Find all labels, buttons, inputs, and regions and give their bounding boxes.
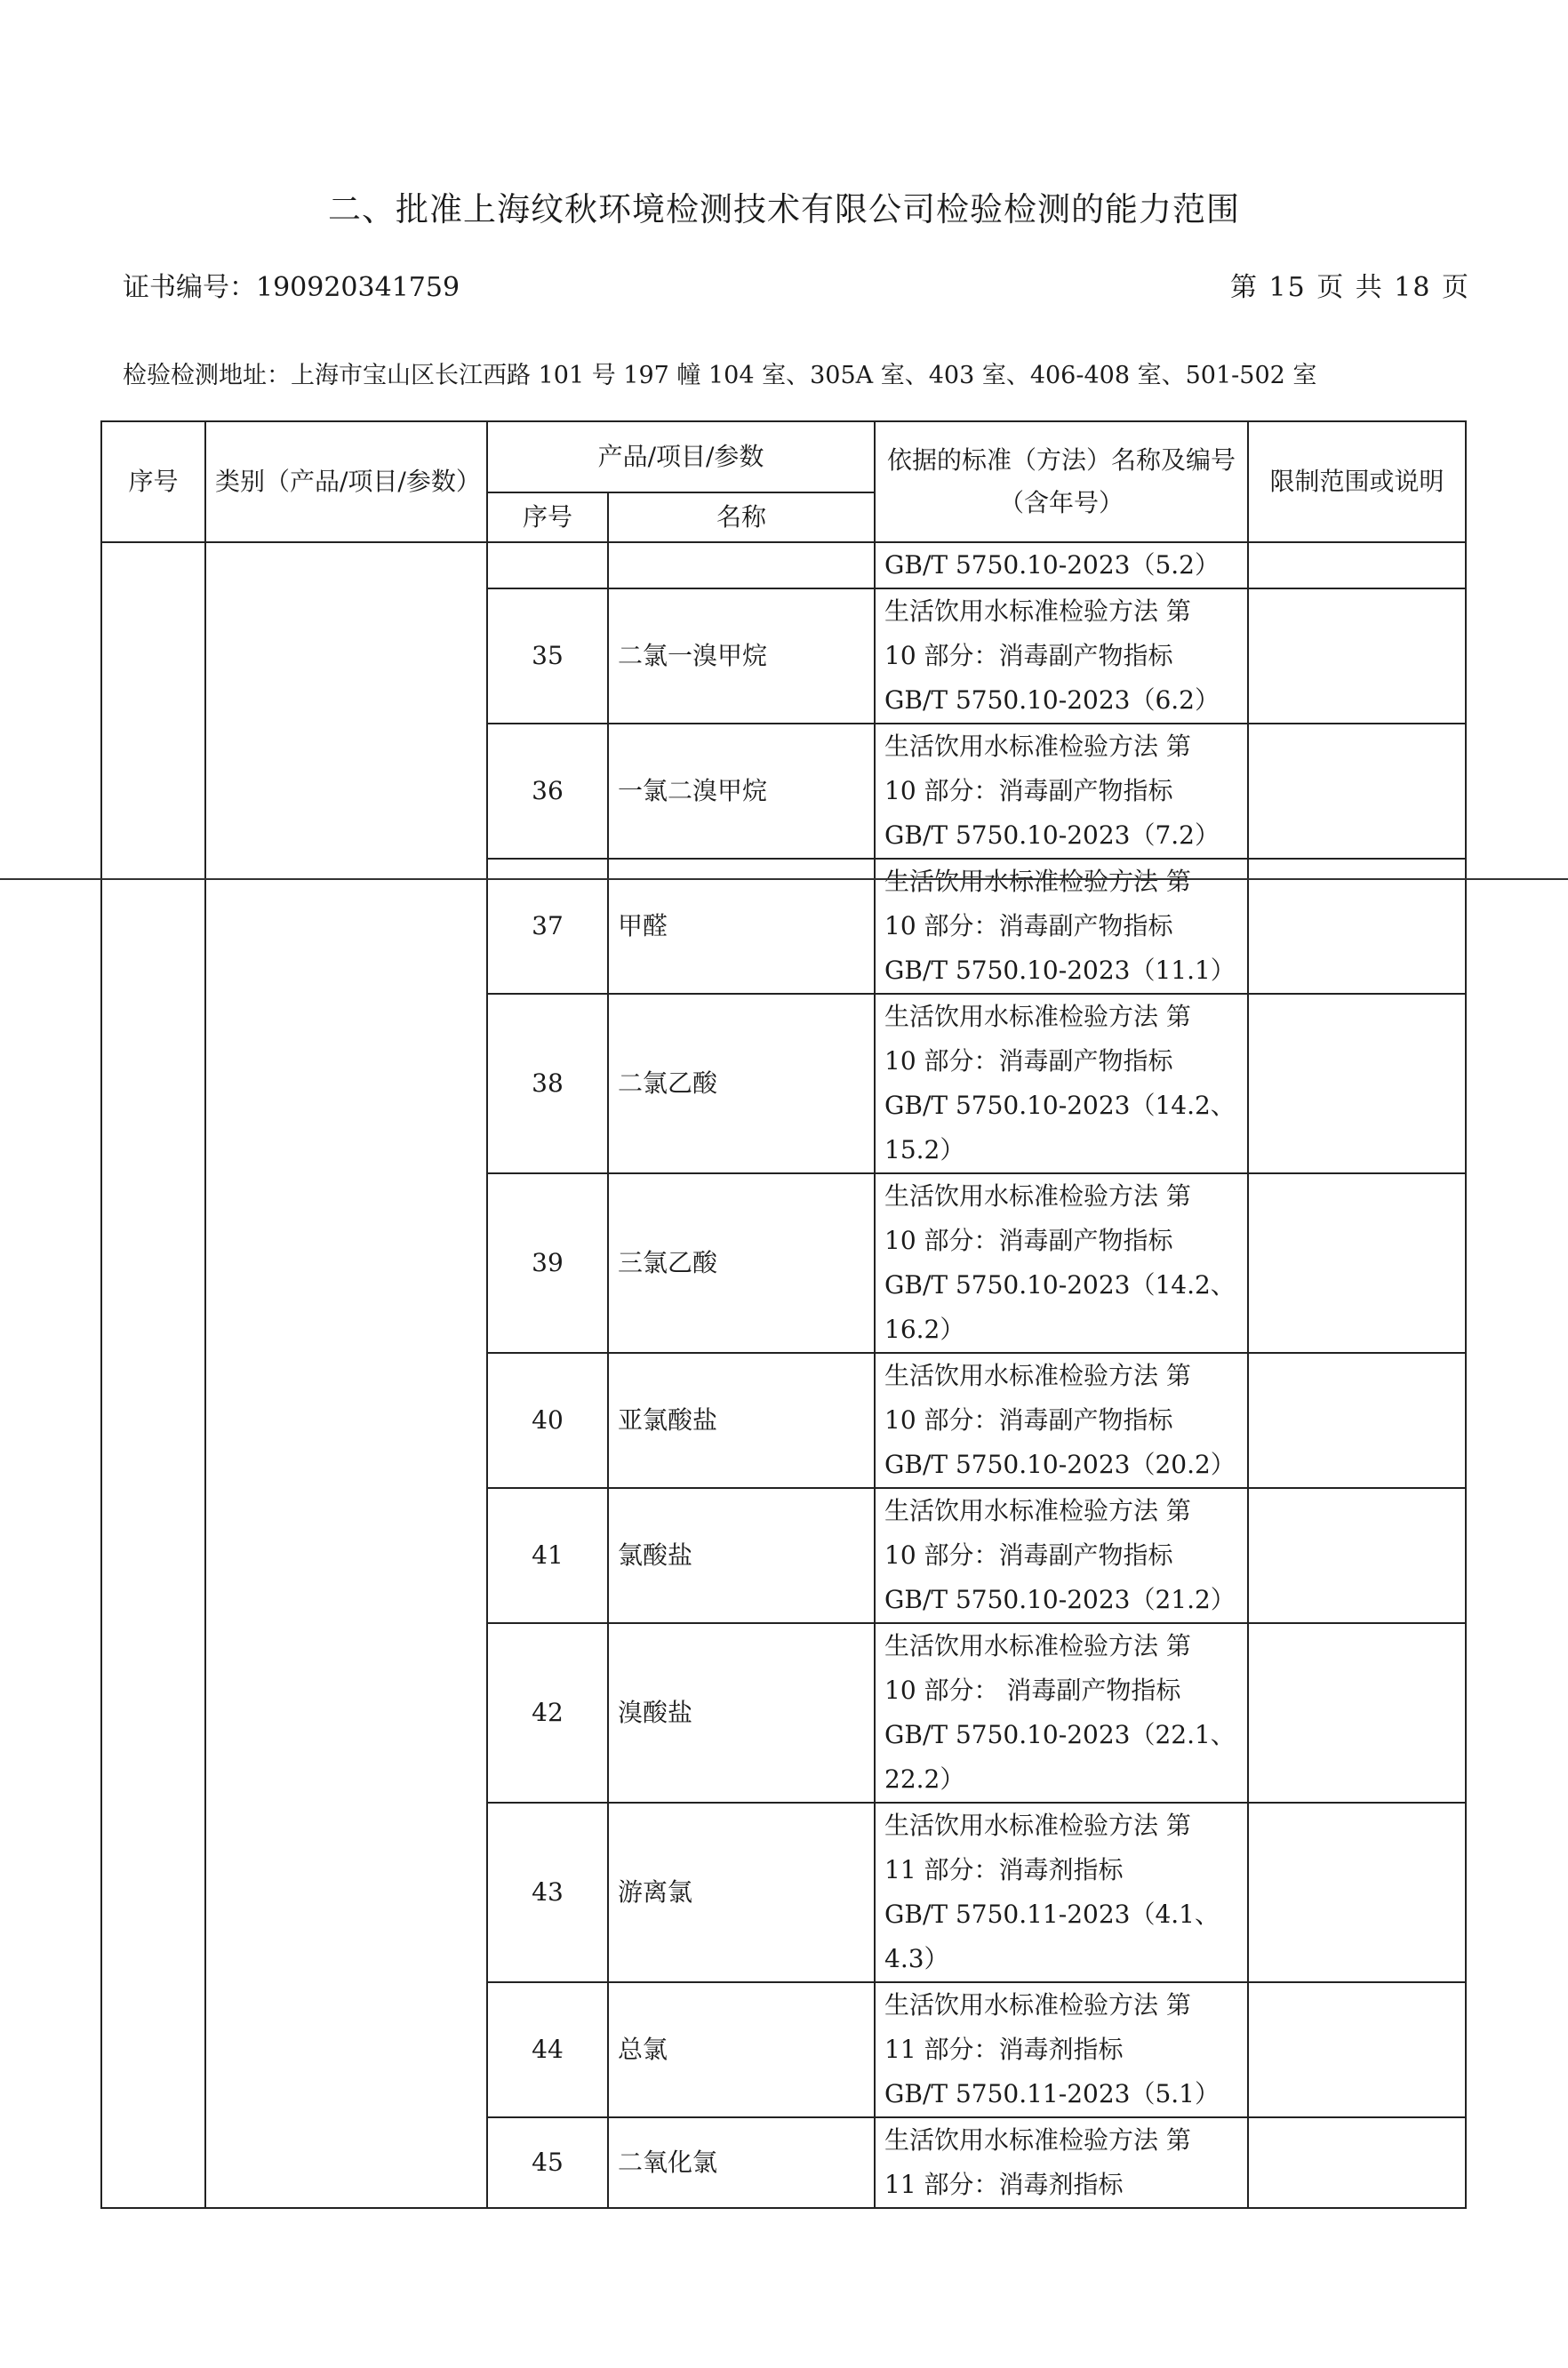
- item-number: 43: [487, 1803, 608, 1982]
- empty-num-cell: [487, 542, 608, 588]
- standard-line: 10 部分： 消毒副产物指标: [884, 1676, 1181, 1705]
- limit-cell: [1248, 1353, 1466, 1488]
- item-number: 37: [487, 859, 608, 994]
- item-number: 42: [487, 1623, 608, 1803]
- standard-line: 11 部分：消毒剂指标: [884, 1855, 1124, 1884]
- item-number: 35: [487, 588, 608, 724]
- limit-cell: [1248, 588, 1466, 724]
- limit-cell: [1248, 724, 1466, 859]
- standard-line: 生活饮用水标准检验方法 第: [884, 1181, 1191, 1211]
- standard-line: 生活饮用水标准检验方法 第: [884, 1496, 1191, 1525]
- standard-line: GB/T 5750.10-2023（5.2）: [884, 550, 1220, 580]
- standard-cell: [875, 724, 1248, 859]
- standard-line: GB/T 5750.10-2023（22.1、: [884, 1720, 1236, 1749]
- item-number: 41: [487, 1488, 608, 1623]
- standard-cell: [875, 994, 1248, 1173]
- standard-line: 10 部分：消毒副产物指标: [884, 641, 1173, 670]
- limit-cell: [1248, 1488, 1466, 1623]
- standard-line: 15.2）: [884, 1135, 965, 1164]
- capability-scope-table: [100, 420, 1467, 2209]
- standard-line: 生活饮用水标准检验方法 第: [884, 1811, 1191, 1840]
- standard-cell: [875, 1982, 1248, 2117]
- standard-line: GB/T 5750.10-2023（20.2）: [884, 1450, 1236, 1479]
- item-name: 二氧化氯: [608, 2117, 875, 2208]
- item-name: 甲醛: [608, 859, 875, 994]
- page-indicator: 第 15 页 共 18 页: [1229, 272, 1470, 303]
- limit-cell: [1248, 542, 1466, 588]
- limit-cell: [1248, 1982, 1466, 2117]
- limit-cell: [1248, 1173, 1466, 1353]
- standard-line: 11 部分：消毒剂指标: [884, 2170, 1124, 2199]
- standard-line: 10 部分：消毒副产物指标: [884, 776, 1173, 805]
- standard-line: 10 部分：消毒副产物指标: [884, 1540, 1173, 1570]
- standard-cell: [875, 588, 1248, 724]
- standard-cell: [875, 2117, 1248, 2208]
- table-row-continuation: [101, 542, 1466, 588]
- empty-name-cell: [608, 542, 875, 588]
- standard-cell: [875, 1488, 1248, 1623]
- standard-line: 生活饮用水标准检验方法 第: [884, 867, 1191, 896]
- standard-line: 16.2）: [884, 1315, 965, 1344]
- item-name: 总氯: [608, 1982, 875, 2117]
- header-product-group: 产品/项目/参数: [487, 421, 875, 492]
- standard-line: 生活饮用水标准检验方法 第: [884, 1631, 1191, 1660]
- standard-line: 22.2）: [884, 1764, 965, 1794]
- standard-line: GB/T 5750.10-2023（14.2、: [884, 1270, 1236, 1300]
- header-seq: 序号: [101, 421, 205, 542]
- merged-seq-cell: [101, 542, 205, 2208]
- standard-line: 10 部分：消毒副产物指标: [884, 911, 1173, 940]
- standard-line: GB/T 5750.10-2023（21.2）: [884, 1585, 1236, 1614]
- standard-line: 生活饮用水标准检验方法 第: [884, 1002, 1191, 1031]
- standard-line: 生活饮用水标准检验方法 第: [884, 732, 1191, 761]
- standard-line: 生活饮用水标准检验方法 第: [884, 1361, 1191, 1390]
- item-name: 游离氯: [608, 1803, 875, 1982]
- standard-cell: [875, 1803, 1248, 1982]
- item-name: 溴酸盐: [608, 1623, 875, 1803]
- limit-cell: [1248, 1803, 1466, 1982]
- item-name: 二氯一溴甲烷: [608, 588, 875, 724]
- standard-line: GB/T 5750.10-2023（14.2、: [884, 1091, 1236, 1120]
- certificate-value: 190920341759: [256, 272, 460, 303]
- item-name: 亚氯酸盐: [608, 1353, 875, 1488]
- standard-line: 10 部分：消毒副产物指标: [884, 1405, 1173, 1435]
- standard-line: GB/T 5750.10-2023（11.1）: [884, 956, 1236, 985]
- item-number: 40: [487, 1353, 608, 1488]
- limit-cell: [1248, 1623, 1466, 1803]
- item-number: 36: [487, 724, 608, 859]
- merged-category-cell: [205, 542, 487, 2208]
- standard-cell: [875, 1353, 1248, 1488]
- standard-cell: [875, 1173, 1248, 1353]
- item-name: 氯酸盐: [608, 1488, 875, 1623]
- item-name: 一氯二溴甲烷: [608, 724, 875, 859]
- standard-cell: [875, 1623, 1248, 1803]
- item-number: 39: [487, 1173, 608, 1353]
- header-limit: 限制范围或说明: [1248, 421, 1466, 542]
- test-address: 检验检测地址：上海市宝山区长江西路 101 号 197 幢 104 室、305A 室、403 室、406-408 室、501-502 室: [123, 362, 1317, 389]
- certificate-number: [123, 265, 460, 304]
- standard-line: 生活饮用水标准检验方法 第: [884, 2125, 1191, 2155]
- document-title: 二、批准上海纹秋环境检测技术有限公司检验检测的能力范围: [328, 190, 1240, 228]
- standard-line: 10 部分：消毒副产物指标: [884, 1226, 1173, 1255]
- standard-line: GB/T 5750.11-2023（5.1）: [884, 2079, 1220, 2108]
- standard-line: GB/T 5750.10-2023（7.2）: [884, 820, 1220, 850]
- header-sub-seq: 序号: [487, 492, 608, 542]
- standard-cell: [875, 542, 1248, 588]
- item-number: 38: [487, 994, 608, 1173]
- header-standard: 依据的标准（方法）名称及编号（含年号）: [875, 421, 1248, 542]
- header-sub-name: 名称: [608, 492, 875, 542]
- table-body: [101, 542, 1466, 2208]
- standard-line: 生活饮用水标准检验方法 第: [884, 596, 1191, 626]
- item-name: 二氯乙酸: [608, 994, 875, 1173]
- limit-cell: [1248, 2117, 1466, 2208]
- standard-line: GB/T 5750.10-2023（6.2）: [884, 685, 1220, 715]
- item-name: 三氯乙酸: [608, 1173, 875, 1353]
- page-cut-line: [0, 878, 1568, 880]
- certificate-label: 证书编号：: [123, 272, 256, 303]
- header-category: 类别（产品/项目/参数）: [205, 421, 487, 542]
- limit-cell: [1248, 994, 1466, 1173]
- item-number: 44: [487, 1982, 608, 2117]
- standard-line: GB/T 5750.11-2023（4.1、4.3）: [884, 1900, 1220, 1973]
- standard-line: 生活饮用水标准检验方法 第: [884, 1990, 1191, 2020]
- standard-line: 11 部分：消毒剂指标: [884, 2035, 1124, 2064]
- standard-line: 10 部分：消毒副产物指标: [884, 1046, 1173, 1076]
- item-number: 45: [487, 2117, 608, 2208]
